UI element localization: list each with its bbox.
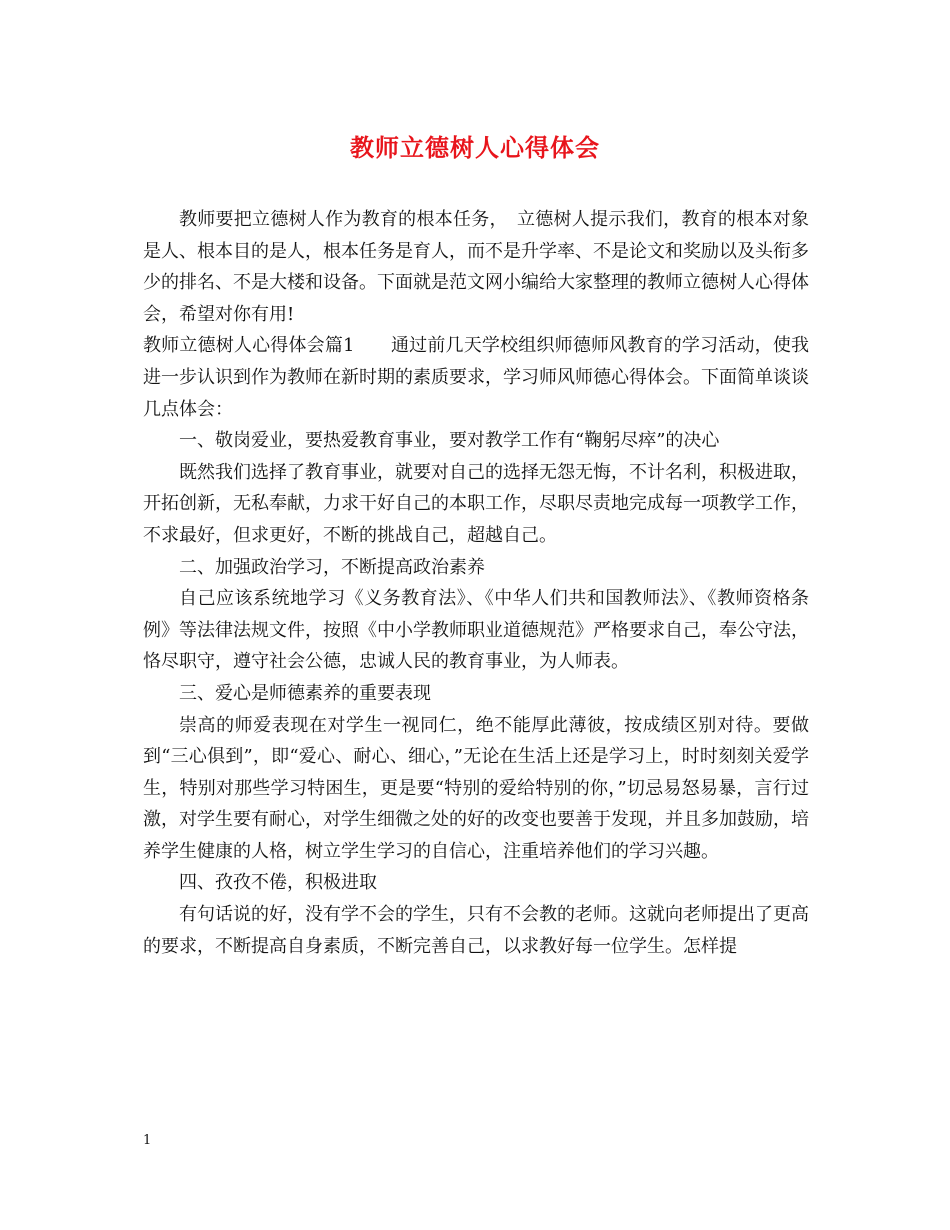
paragraph-1: 既然我们选择了教育事业，就要对自己的选择无怨无悔，不计名利，积极进取，开拓创新，无私奉献，力求干好自己的本职工作，尽职尽责地完成每一项教学工作，不求最好，但求更好，不断的挑战自己，超越自己。 xyxy=(143,461,809,546)
paragraph-3: 崇高的师爱表现在对学生一视同仁，绝不能厚此薄彼，按成绩区别对待。要做到“三心俱到”，即“爱心、耐心、细心，”无论在生活上还是学习上，时时刻刻关爱学生，特别对那些学习特困生，更是要“特别的爱给特别的你，”切忌易怒易暴，言行过激，对学生要有耐心，对学生细微之处的好的改变也要善于发现，并且多加鼓励，培养学生健康的人格，树立学生学习的自信心，注重培养他们的学习兴趣。 xyxy=(143,714,809,862)
heading-4: 四、孜孜不倦，积极进取 xyxy=(179,872,377,894)
paragraph-section-1-intro: 教师立德树人心得体会篇1 通过前几天学校组织师德师风教育的学习活动，使我进一步认识到作为教师在新时期的素质要求，学习师风师德心得体会。下面简单谈谈几点体会： xyxy=(143,335,809,420)
document-title: 教师立德树人心得体会 xyxy=(350,133,600,162)
paragraph-intro: 教师要把立德树人作为教育的根本任务， 立德树人提示我们，教育的根本对象是人、根本目的是人，根本任务是育人，而不是升学率、不是论文和奖励以及头衔多少的排名、不是大楼和设备。下面就是范文网小编给大家整理的教师立德树人心得体会，希望对你有用! xyxy=(143,209,809,325)
heading-1: 一、敬岗爱业，要热爱教育事业，要对教学工作有“鞠躬尽瘁”的决心 xyxy=(179,430,720,452)
paragraph-4: 有句话说的好，没有学不会的学生，只有不会教的老师。这就向老师提出了更高的要求，不断提高自身素质，不断完善自己，以求教好每一位学生。怎样提 xyxy=(143,904,809,957)
heading-2: 二、加强政治学习，不断提高政治素养 xyxy=(179,556,485,578)
document-body xyxy=(143,204,809,962)
paragraph-2: 自己应该系统地学习《义务教育法》、《中华人们共和国教师法》、《教师资格条例》等法律法规文件，按照《中小学教师职业道德规范》严格要求自己，奉公守法，恪尽职守，遵守社会公德，忠诚人民的教育事业，为人师表。 xyxy=(143,588,809,673)
page-number: 1 xyxy=(143,1133,152,1148)
heading-3: 三、爱心是师德素养的重要表现 xyxy=(179,682,431,704)
